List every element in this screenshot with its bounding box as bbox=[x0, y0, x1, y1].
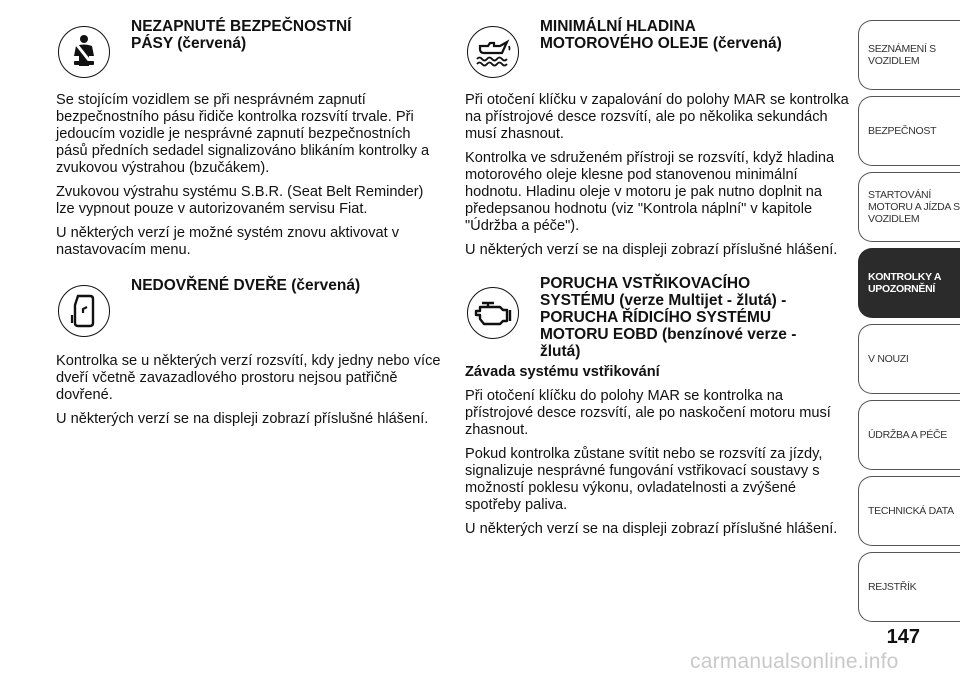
paragraph: Při otočení klíčku v zapalování do polohy MAR se kontrolka na přístrojové desce rozsvítí, ale po několika sekundách musí zhasnout. bbox=[465, 92, 849, 142]
tab-kontrolky[interactable]: KONTROLKY A UPOZORNĚNÍ bbox=[858, 248, 960, 318]
left-column bbox=[56, 18, 444, 435]
seatbelt-section bbox=[56, 18, 444, 259]
paragraph: Kontrolka se u některých verzí rozsvítí, kdy jedny nebo více dveří včetně zavazadlového prostoru nejsou patřičně dovřené. bbox=[56, 353, 441, 403]
tab-seznameni[interactable]: SEZNÁMENÍ S VOZIDLEM bbox=[858, 20, 960, 90]
tab-startovani[interactable]: STARTOVÁNÍ MOTORU A JÍZDA S VOZIDLEM bbox=[858, 172, 960, 242]
paragraph: Zvukovou výstrahu systému S.B.R. (Seat Belt Reminder) lze vypnout pouze v autorizovaném servisu Fiat. bbox=[56, 184, 424, 217]
engine-section bbox=[465, 275, 850, 538]
tab-v-nouzi[interactable]: V NOUZI bbox=[858, 324, 960, 394]
chapter-tabs bbox=[858, 20, 960, 628]
door-open-icon bbox=[58, 285, 110, 337]
paragraph: U některých verzí je možné systém znovu aktivovat v nastavovacím menu. bbox=[56, 225, 400, 258]
doors-title: NEDOVŘENÉ DVEŘE (červená) bbox=[131, 277, 361, 294]
seatbelt-title: NEZAPNUTÉ BEZPEČNOSTNÍ PÁSY (červená) bbox=[131, 18, 352, 52]
engine-title: PORUCHA VSTŘIKOVACÍHO SYSTÉMU (verze Multijet - žlutá) - PORUCHA ŘÍDICÍHO SYSTÉMU MOTORU EOBD (benzínové verze - žlutá) bbox=[540, 275, 797, 360]
paragraph: Pokud kontrolka zůstane svítit nebo se rozsvítí za jízdy, signalizuje nesprávné fungování vstřikovací soustavy s možností poklesu výkonu, ovladatelnosti a zvýšené spotřeby paliva. bbox=[465, 446, 823, 513]
tab-rejstrik[interactable]: REJSTŘÍK bbox=[858, 552, 960, 622]
paragraph: U některých verzí se na displeji zobrazí příslušné hlášení. bbox=[56, 411, 429, 427]
seatbelt-icon bbox=[58, 26, 110, 78]
tab-bezpecnost[interactable]: BEZPEČNOST bbox=[858, 96, 960, 166]
paragraph: U některých verzí se na displeji zobrazí příslušné hlášení. bbox=[465, 242, 838, 258]
oil-title: MINIMÁLNÍ HLADINA MOTOROVÉHO OLEJE (červená) bbox=[540, 18, 782, 52]
oil-section bbox=[465, 18, 850, 259]
right-column bbox=[465, 18, 850, 545]
paragraph: Kontrolka ve sdruženém přístroji se rozsvítí, když hladina motorového oleje klesne pod stanovenou minimální hodnotu. Hladinu oleje v motoru je pak nutno doplnit na předepsanou hodnotu (viz "Kontrola náplní" v kapitole "Údržba a péče"). bbox=[465, 150, 835, 234]
watermark: carmanualsonline.info bbox=[690, 650, 899, 673]
engine-icon bbox=[467, 287, 519, 339]
doors-section bbox=[56, 277, 444, 428]
paragraph: U některých verzí se na displeji zobrazí příslušné hlášení. bbox=[465, 521, 838, 537]
paragraph: Při otočení klíčku do polohy MAR se kontrolka na přístrojové desce rozsvítí, ale po naskočení motoru musí zhasnout. bbox=[465, 388, 831, 438]
page-number: 147 bbox=[886, 626, 920, 648]
tab-udrzba[interactable]: ÚDRŽBA A PÉČE bbox=[858, 400, 960, 470]
oil-level-icon bbox=[467, 26, 519, 78]
tab-technicka-data[interactable]: TECHNICKÁ DATA bbox=[858, 476, 960, 546]
paragraph: Se stojícím vozidlem se při nesprávném zapnutí bezpečnostního pásu řidiče kontrolka rozsvítí trvale. Při jedoucím vozidle je nesprávné zapnutí bezpečnostních pásů předních sedadel signalizováno blikáním kontrolky a zvukovou výstrahou (bzučákem). bbox=[56, 92, 430, 176]
engine-subheading: Závada systému vstřikování bbox=[465, 364, 660, 380]
